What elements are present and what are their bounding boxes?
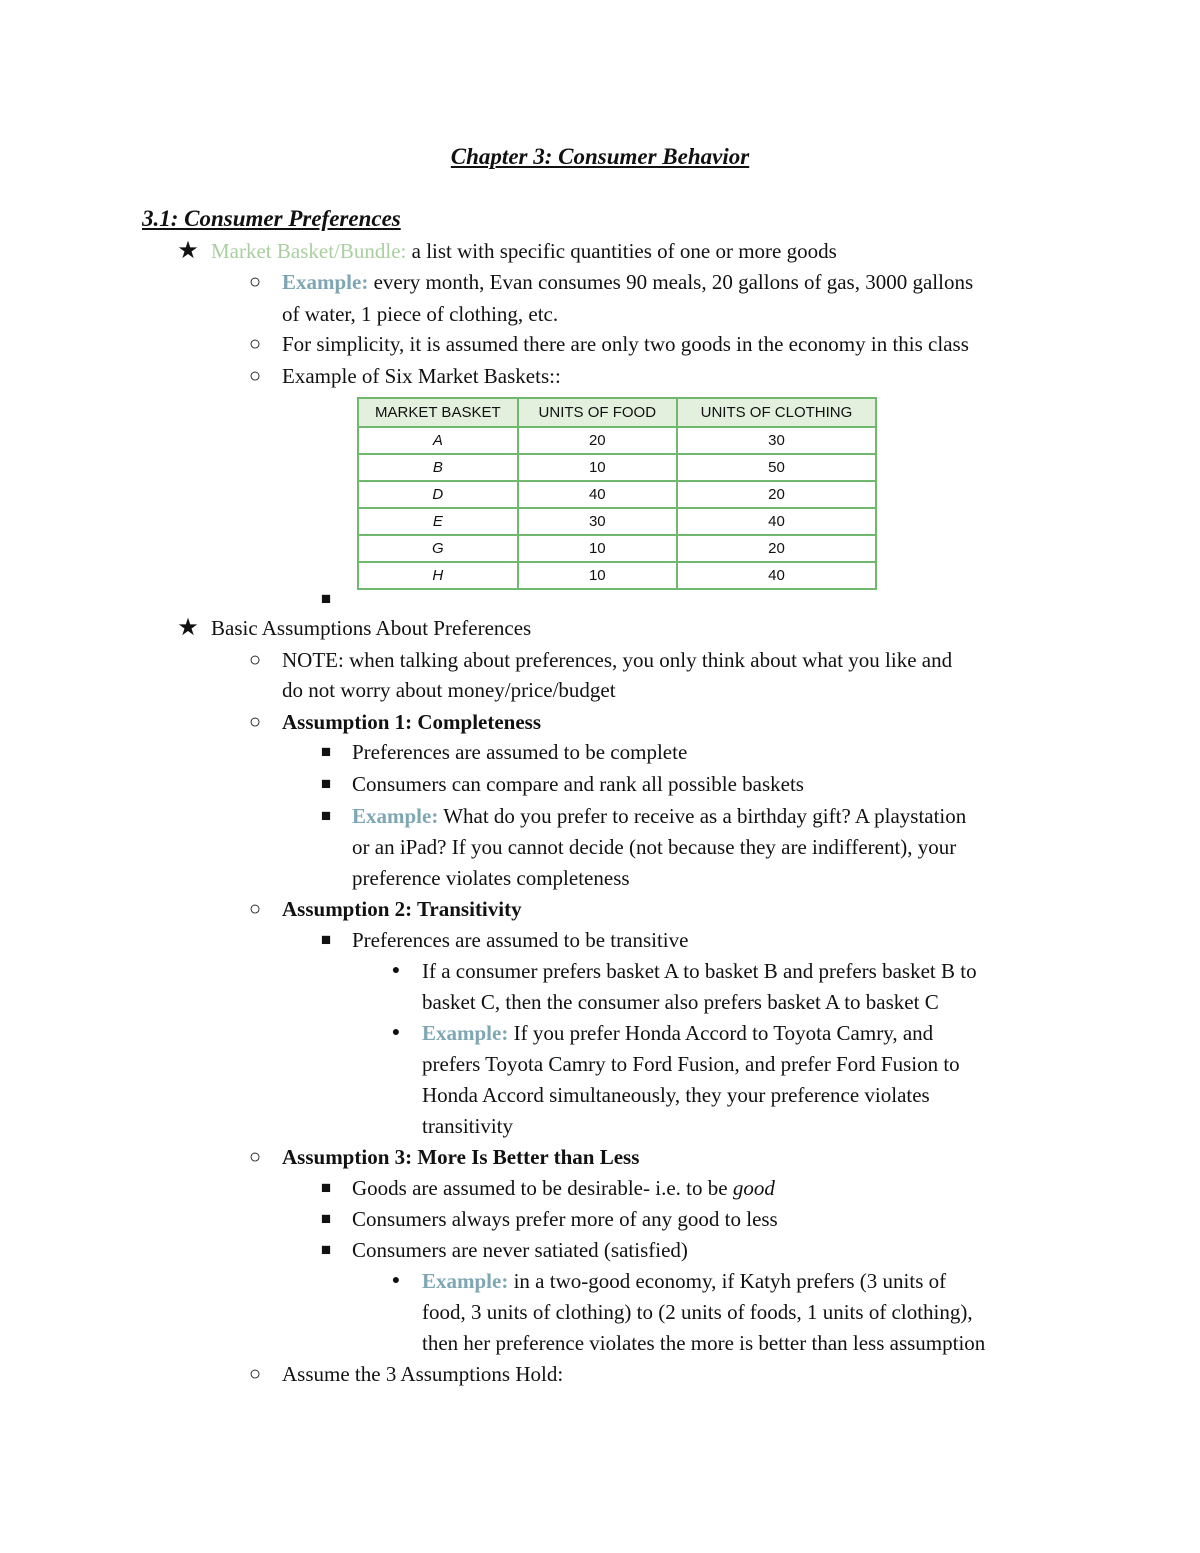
- clothing-cell: 50: [677, 454, 876, 481]
- basket-cell: E: [358, 508, 518, 535]
- assumptions-hold-text: Assume the 3 Assumptions Hold:: [282, 1362, 564, 1386]
- square-bullet-icon: ■: [320, 1178, 332, 1197]
- clothing-cell: 20: [677, 481, 876, 508]
- a2-example-line1: Example: If you prefer Honda Accord to Toyota Camry, and: [422, 1021, 934, 1045]
- basket-example-line2: of water, 1 piece of clothing, etc.: [282, 302, 559, 326]
- header-units-of-clothing: UNITS OF CLOTHING: [677, 398, 876, 427]
- food-cell: 40: [518, 481, 677, 508]
- a3-example-line3: then her preference violates the more is better than less assumption: [422, 1331, 986, 1355]
- a1-example-line2: or an iPad? If you cannot decide (not because they are indifferent), your: [352, 835, 957, 859]
- market-basket-definition: Market Basket/Bundle: a list with specific quantities of one or more goods: [211, 239, 837, 263]
- simplicity-text: For simplicity, it is assumed there are only two goods in the economy in this class: [282, 332, 969, 356]
- basket-cell: G: [358, 535, 518, 562]
- clothing-cell: 40: [677, 562, 876, 589]
- square-bullet-icon: ■: [320, 774, 332, 793]
- a2-example-line3: Honda Accord simultaneously, they your preference violates: [422, 1083, 930, 1107]
- food-cell: 10: [518, 562, 677, 589]
- a3-example-line2: food, 3 units of clothing) to (2 units of foods, 1 units of clothing),: [422, 1300, 973, 1324]
- basket-cell: D: [358, 481, 518, 508]
- basket-cell: B: [358, 454, 518, 481]
- square-bullet-icon: ■: [320, 806, 332, 825]
- six-baskets-text: Example of Six Market Baskets::: [282, 364, 561, 388]
- dot-bullet-icon: ●: [391, 1025, 401, 1040]
- dot-bullet-icon: ●: [391, 1273, 401, 1288]
- a3-bullet1: Goods are assumed to be desirable- i.e. to be good: [352, 1176, 775, 1200]
- circle-bullet-icon: ○: [248, 898, 262, 920]
- basket-cell: H: [358, 562, 518, 589]
- market-basket-term: Market Basket/Bundle:: [211, 239, 407, 263]
- circle-bullet-icon: ○: [248, 333, 262, 355]
- clothing-cell: 40: [677, 508, 876, 535]
- circle-bullet-icon: ○: [248, 711, 262, 733]
- square-bullet-icon: ■: [320, 930, 332, 949]
- table-header-row: [358, 398, 876, 427]
- circle-bullet-icon: ○: [248, 649, 262, 671]
- food-cell: 30: [518, 508, 677, 535]
- table-row: [358, 454, 876, 481]
- a2-transitive-line2: basket C, then the consumer also prefers basket A to basket C: [422, 990, 939, 1014]
- a2-example-line2: prefers Toyota Camry to Ford Fusion, and prefer Ford Fusion to: [422, 1052, 960, 1076]
- food-cell: 10: [518, 535, 677, 562]
- food-cell: 10: [518, 454, 677, 481]
- basket-cell: A: [358, 427, 518, 454]
- table-row: [358, 562, 876, 589]
- square-bullet-icon: ■: [320, 742, 332, 761]
- food-cell: 20: [518, 427, 677, 454]
- a1-example-line3: preference violates completeness: [352, 866, 630, 890]
- a1-bullet2: Consumers can compare and rank all possible baskets: [352, 772, 804, 796]
- note-line2: do not worry about money/price/budget: [282, 678, 616, 702]
- header-units-of-food: UNITS OF FOOD: [518, 398, 677, 427]
- header-market-basket: MARKET BASKET: [358, 398, 518, 427]
- table-row: [358, 481, 876, 508]
- a2-bullet1: Preferences are assumed to be transitive: [352, 928, 689, 952]
- a1-bullet1: Preferences are assumed to be complete: [352, 740, 688, 764]
- a3-bullet2: Consumers always prefer more of any good to less: [352, 1207, 778, 1231]
- assumptions-heading: Basic Assumptions About Preferences: [211, 616, 532, 640]
- star-bullet-icon: ★: [177, 615, 199, 641]
- table-row: [358, 508, 876, 535]
- note-line1: NOTE: when talking about preferences, you only think about what you like and: [282, 648, 953, 672]
- square-bullet-icon: ■: [320, 1209, 332, 1228]
- square-bullet-icon: ■: [320, 1240, 332, 1259]
- star-bullet-icon: ★: [177, 238, 199, 264]
- a1-example-line1: Example: What do you prefer to receive as a birthday gift? A playstation: [352, 804, 967, 828]
- a3-example-line1: Example: in a two-good economy, if Katyh prefers (3 units of: [422, 1269, 947, 1293]
- table-row: [358, 427, 876, 454]
- assumption3-title: Assumption 3: More Is Better than Less: [282, 1145, 640, 1169]
- assumption2-title: Assumption 2: Transitivity: [282, 897, 522, 921]
- a3-bullet3: Consumers are never satiated (satisfied): [352, 1238, 688, 1262]
- square-bullet-icon: ■: [320, 589, 332, 608]
- a2-example-line4: transitivity: [422, 1114, 513, 1138]
- circle-bullet-icon: ○: [248, 365, 262, 387]
- clothing-cell: 20: [677, 535, 876, 562]
- section-heading: 3.1: Consumer Preferences: [142, 206, 401, 231]
- clothing-cell: 30: [677, 427, 876, 454]
- a2-transitive-line1: If a consumer prefers basket A to basket B and prefers basket B to: [422, 959, 977, 983]
- page-title: Chapter 3: Consumer Behavior: [450, 144, 750, 169]
- assumption1-title: Assumption 1: Completeness: [282, 710, 542, 734]
- table-row: [358, 535, 876, 562]
- circle-bullet-icon: ○: [248, 1146, 262, 1168]
- dot-bullet-icon: ●: [391, 963, 401, 978]
- circle-bullet-icon: ○: [248, 1363, 262, 1385]
- circle-bullet-icon: ○: [248, 271, 262, 293]
- market-basket-table: [357, 397, 877, 590]
- basket-example-line1: Example: every month, Evan consumes 90 meals, 20 gallons of gas, 3000 gallons: [282, 270, 974, 294]
